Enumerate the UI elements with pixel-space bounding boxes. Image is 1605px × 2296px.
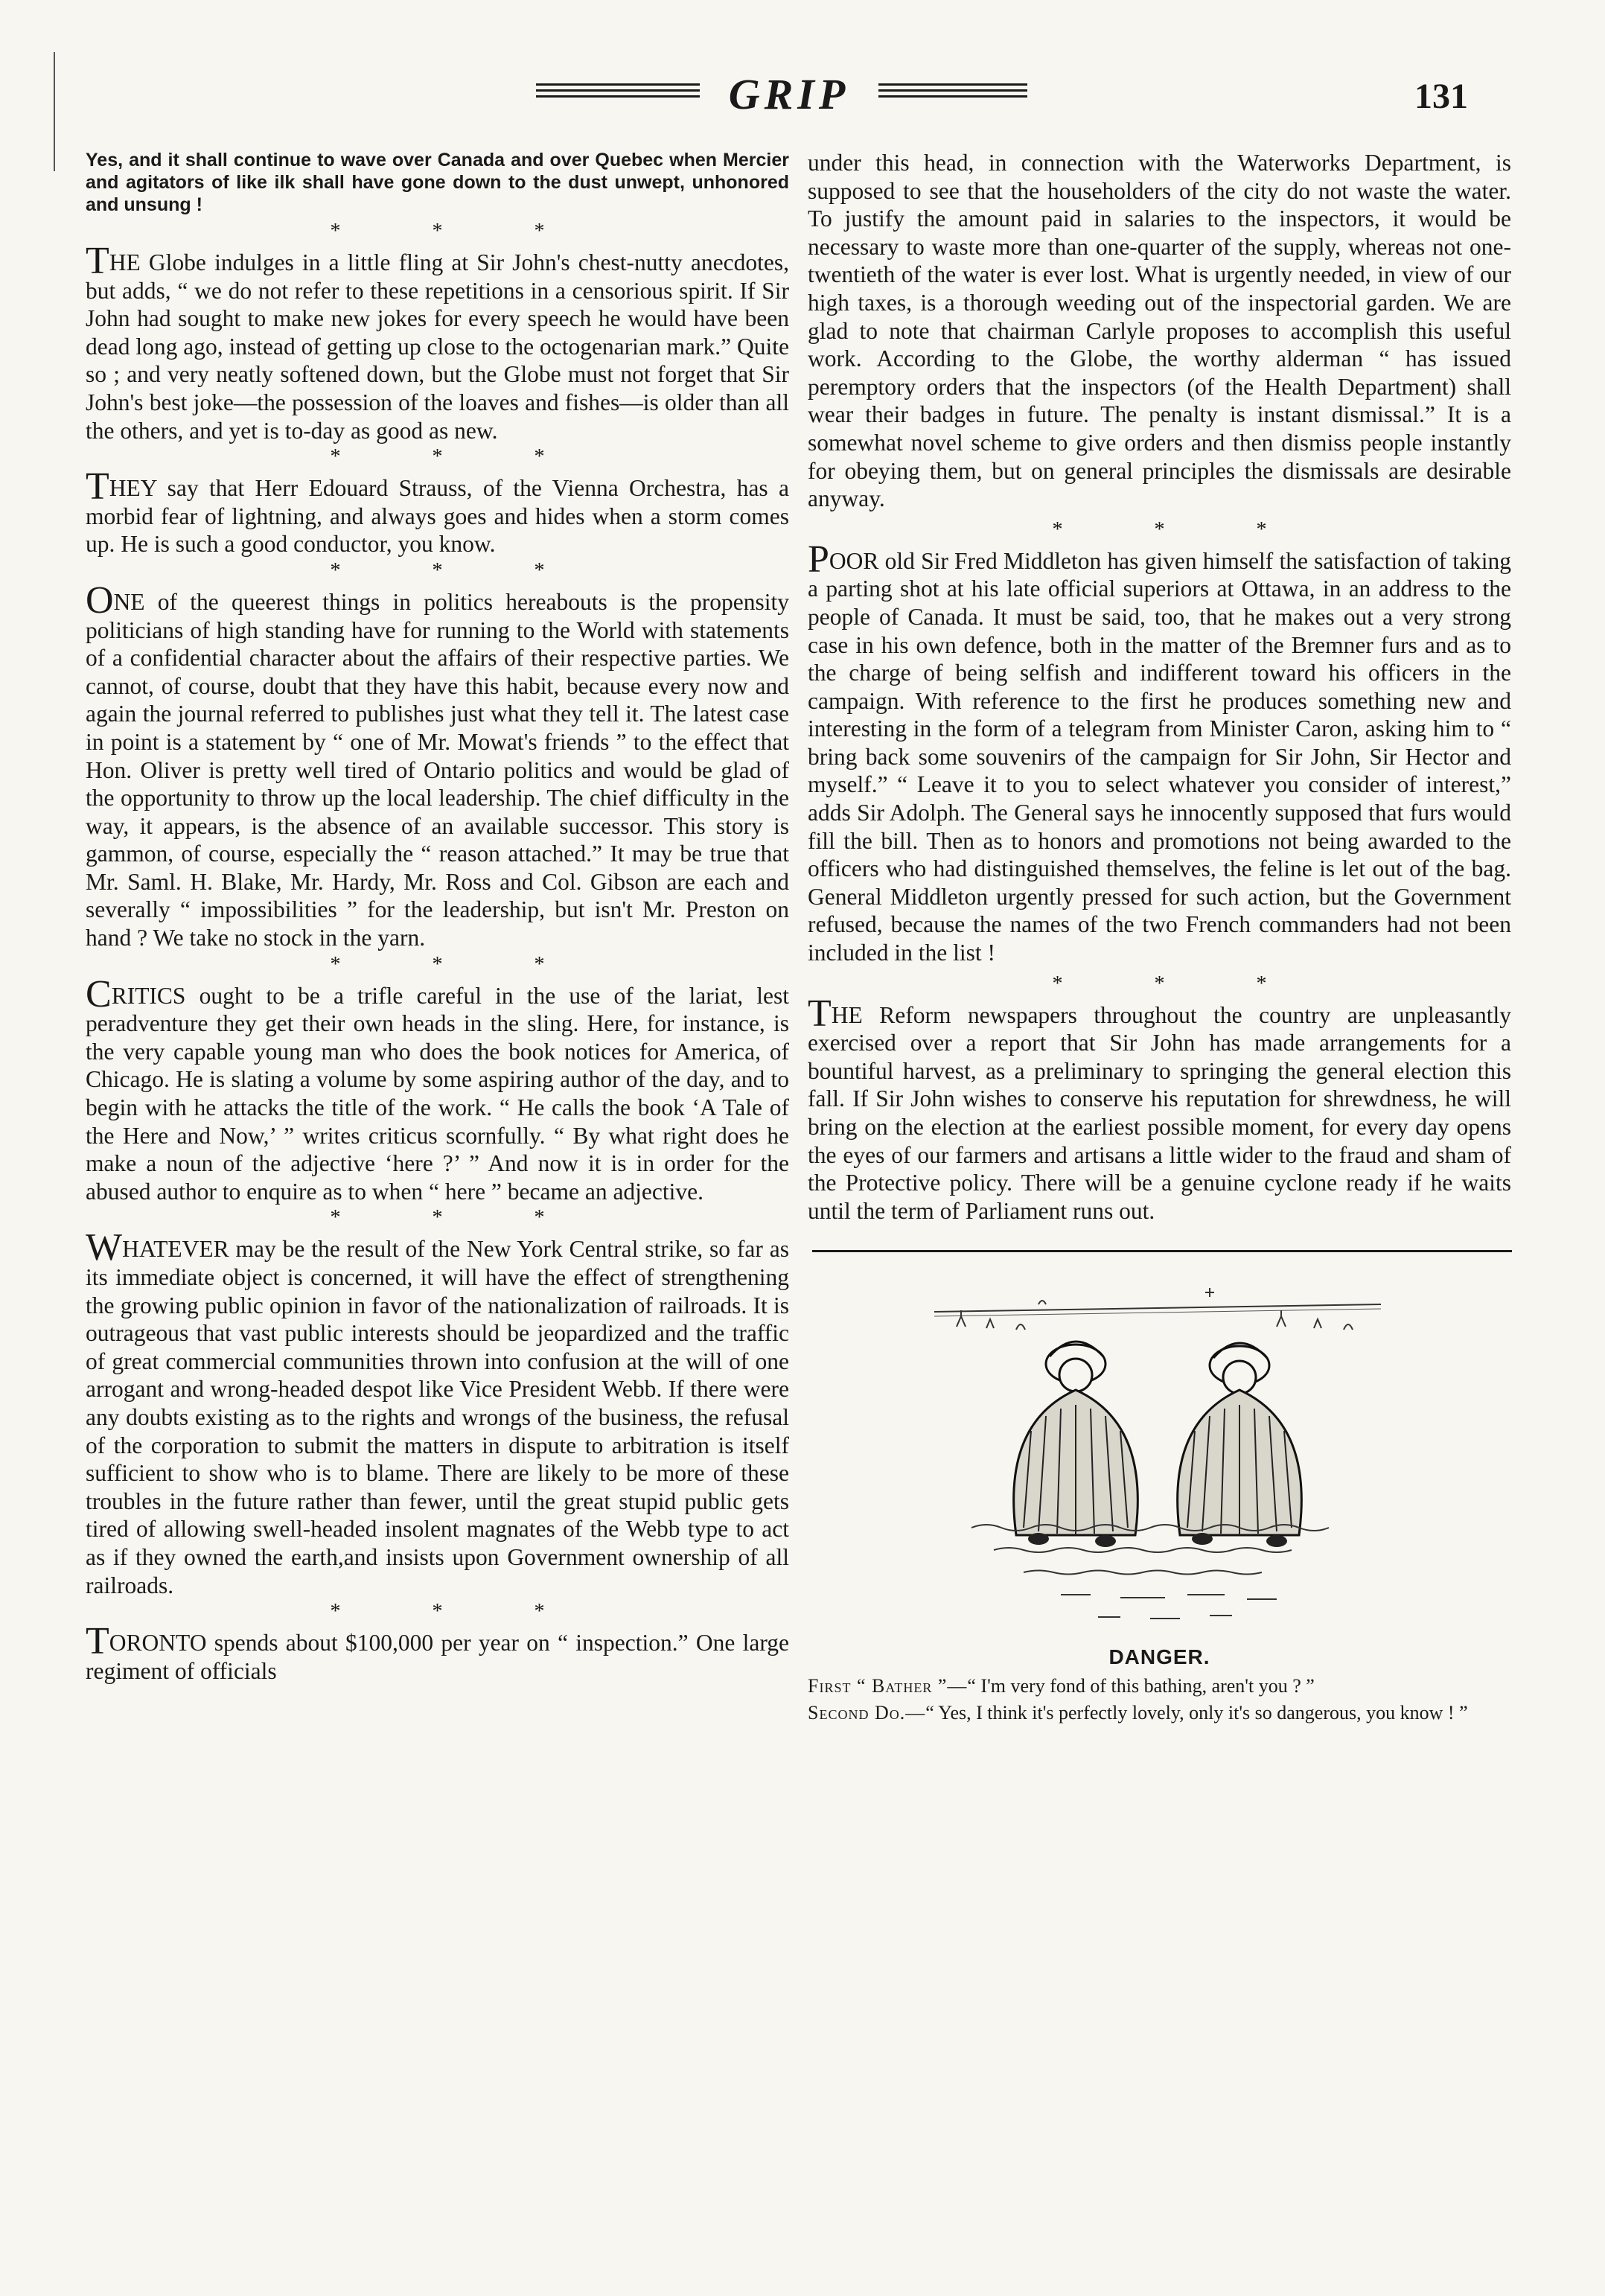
right-column	[808, 149, 1511, 1729]
paragraph-waterworks-continued: under this head, in connection with the Waterworks Department, is supposed to see that the householders of the city do not waste the water. To justify the amount paid in salaries to the inspectors, it would be necessary to waste more than one-quarter of the supply, whereas not one-twentieth of the water is ever lost. What is urgently needed, in view of our high taxes, is a thorough weeding out of the inspectorial garden. We are glad to note that chairman Carlyle proposes to accomplish this useful work. According to the Globe, the worthy alderman “ has issued peremptory orders that the inspectors (of the Health Department) shall wear their badges in future. The penalty is instant dismissal.” It is a somewhat novel scheme to give orders and then dismiss people instantly for obeying them, but on general principles the dismissals are desirable anyway.	[808, 150, 1511, 512]
caption-speech: “ Yes, I think it's perfectly lovely, only it's so dangerous, you know ! ”	[925, 1702, 1468, 1724]
section-separator: * * *	[1052, 517, 1310, 541]
paragraph-text: ORONTO spends about $100,000 per year on “ inspection.” One large regiment of officials	[86, 1630, 789, 1684]
drop-initial: O	[86, 578, 114, 622]
masthead-title: GRIP	[728, 70, 850, 118]
page-header	[0, 68, 1605, 121]
paragraph-middleton	[808, 538, 1511, 967]
section-separator: * * *	[330, 445, 588, 469]
section-separator: * * *	[330, 220, 588, 243]
drop-initial: P	[808, 538, 829, 581]
paragraph-toronto-inspection	[86, 1620, 789, 1685]
column-rule	[812, 1250, 1512, 1252]
bathers-cartoon-illustration	[927, 1282, 1388, 1632]
paragraph-critics	[86, 972, 789, 1206]
paragraph-text: OOR old Sir Fred Middleton has given himself the satisfaction of taking a parting shot at his late official superiors at Ottawa, in an address to the people of Canada. It must be said, too, that he makes out a very strong case in his own defence, both in the matter of the Bremner furs and as to the charge of being selfish and indifferent toward his officers in the campaign. With reference to the first he produces something new and interesting in the form of a telegram from Minister Caron, asking him to “ bring back some souvenirs of the campaign for Sir John, Sir Hector and myself.” “ Leave it to you to select whatever you consider of interest,” adds Sir Adolph. The General says he innocently supposed that furs would fill the bill. Then as to honors and promotions not being awarded to the officers who had distinguished themselves, the feline is let out of the bag. General Middleton urgently pressed for such action, but the Government refused, because the names of the two French commanders had not been included in the list !	[808, 547, 1511, 966]
cartoon-figure	[808, 1282, 1507, 1632]
masthead-rule-right	[878, 83, 1027, 106]
caption-speech: “ I'm very fond of this bathing, aren't you ? ”	[967, 1675, 1315, 1697]
drop-initial: T	[808, 992, 832, 1035]
paragraph-politics-world	[86, 578, 789, 952]
drop-initial: T	[86, 465, 109, 508]
cartoon-caption-first	[808, 1675, 1511, 1697]
section-separator: * * *	[330, 952, 588, 976]
paragraph-strauss	[86, 465, 789, 558]
left-column	[86, 149, 789, 1685]
paragraph-text: HATEVER may be the result of the New York Central strike, so far as its immediate object is concerned, it will have the effect of strengthening the growing public opinion in favor of the nationalization of railroads. It is outrageous that vast public interests should be jeopardized and the traffic of great commercial communities thrown into confusion at the will of one arrogant and wrong-headed despot like Vice President Webb. If there were any doubts existing as to the rights and wrongs of the business, the refusal of the corporation to submit the matters in dispute to arbitration is itself sufficient to show who is to blame. There are likely to be more of these troubles in the future rather than fewer, until the great stupid public gets tired of allowing swell-headed insolent magnates of the Webb type to act as if they owned the earth,and insists upon Government ownership of all railroads.	[86, 1236, 789, 1598]
paragraph-globe-anecdotes	[86, 240, 789, 444]
page-number: 131	[1414, 77, 1468, 116]
paragraph-ny-central-strike	[86, 1226, 789, 1599]
caption-speaker: Second Do.—	[808, 1702, 926, 1724]
section-separator: * * *	[330, 558, 588, 582]
paragraph-text: HE Globe indulges in a little fling at Sir John's chest-nutty anecdotes, but adds, “ we do not refer to these repetitions in a censorious spirit. If Sir John had sought to make new jokes for every speech he would have been dead long ago, instead of getting up close to the octogenarian mark.” Quite so ; and very neatly softened down, but the Globe must not forget that Sir John's best joke—the possession of the loaves and fishes—is older than all the others, and yet is to-day as good as new.	[86, 249, 789, 444]
section-separator: * * *	[330, 1206, 588, 1230]
cartoon-title: DANGER.	[1108, 1645, 1210, 1669]
paragraph-text: HE Reform newspapers throughout the country are unpleasantly exercised over a report that Sir John has made arrangements for a bountiful harvest, as a preliminary to springing the general election this fall. If Sir John wishes to conserve his reputation for shrewdness, he will bring on the election at the earliest possible moment, for every day opens the eyes of our farmers and artisans a little wider to the fraud and sham of the Protective policy. There will be a genuine cyclone ready if he waits until the term of Parliament runs out.	[808, 1001, 1511, 1224]
drop-initial: T	[86, 1620, 109, 1663]
caption-speaker: First “ Bather ”—	[808, 1675, 968, 1697]
drop-initial: C	[86, 972, 112, 1015]
section-separator: * * *	[1052, 972, 1310, 995]
section-separator: * * *	[330, 1600, 588, 1624]
paragraph-text: RITICS ought to be a trifle careful in the use of the lariat, lest peradventure they get their own heads in the sling. Here, for instance, is the very capable young man who does the book notices for America, of Chicago. He is slating a volume by some aspiring author of the day, and to begin with he attacks the title of the work. “ He calls the book ‘A Tale of the Here and Now,’ ” writes criticus scornfully. “ By what right does he make a noun of the adjective ‘here ?’ ” And now it is in order for the abused author to enquire as to when “ here ” became an adjective.	[86, 982, 789, 1205]
cartoon-caption-second	[808, 1702, 1511, 1724]
paragraph-reform-newspapers	[808, 992, 1511, 1225]
intro-paragraph: Yes, and it shall continue to wave over Canada and over Quebec when Mercier and agitators of like ilk shall have gone down to the dust unwept, unhonored and unsung !	[86, 150, 789, 215]
paragraph-text: HEY say that Herr Edouard Strauss, of the Vienna Orchestra, has a morbid fear of lightning, and always goes and hides when a storm comes up. He is such a good conductor, you know.	[86, 475, 789, 558]
masthead-rule-left	[536, 83, 700, 106]
drop-initial: W	[86, 1226, 123, 1269]
paragraph-text: NE of the queerest things in politics hereabouts is the propensity politicians of high standing have for running to the World with statements of a confidential character about the affairs of their respective parties. We cannot, of course, doubt that they have this habit, because every now and again the journal referred to publishes just what they tell it. The latest case in point is a statement by “ one of Mr. Mowat's friends ” to the effect that Hon. Oliver is pretty well tired of Ontario politics and would be glad of the opportunity to throw up the local leadership. The chief difficulty in the way, it appears, is the absence of an available successor. This story is gammon, of course, especially the “ reason attached.” It may be true that Mr. Saml. H. Blake, Mr. Hardy, Mr. Ross and Col. Gibson are each and severally “ impossibilities ” for the leadership, but isn't Mr. Preston on hand ? We take no stock in the yarn.	[86, 588, 789, 951]
drop-initial: T	[86, 240, 109, 282]
